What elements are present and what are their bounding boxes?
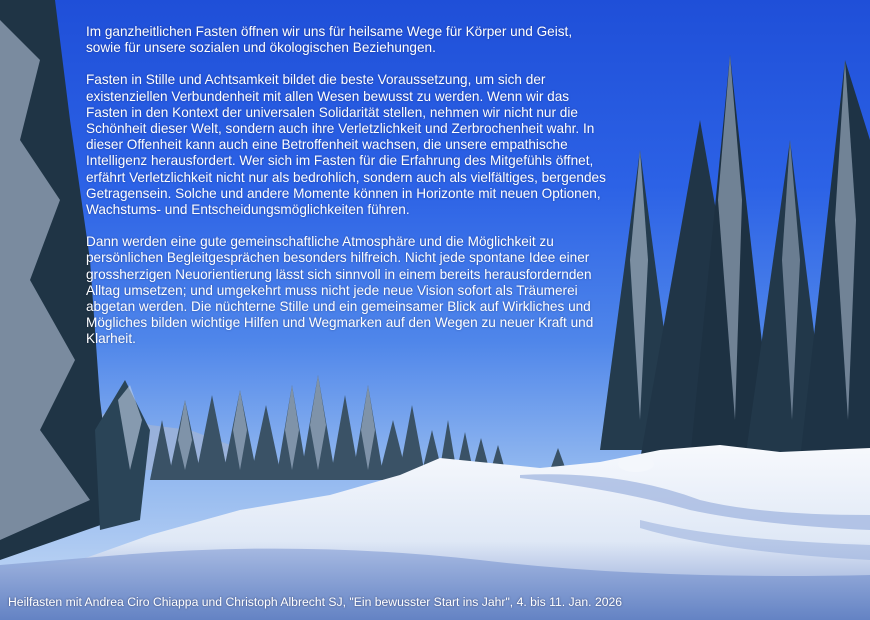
- paragraph-2: Fasten in Stille und Achtsamkeit bildet die beste Voraussetzung, um sich der existenziellen Verbundenheit mit allen Wesen bewusst zu werden. Wenn wir das Fasten in den Kontext der universalen Solidarität stellen, nehmen wir nicht nur die Schönheit dieser Welt, sondern auch ihre Verletzlichkeit und Zerbrochenheit wahr. In dieser Offenheit kann auch eine Betroffenheit wachsen, die unsere empathische Intelligenz herausfordert. Wer sich im Fasten für die Erfahrung des Mitgefühls öffnet, erfährt Verletzlichkeit nicht nur als bedrohlich, sondern auch als vielfältiges, bergendes Getragensein. Solche und andere Momente können in Horizonte mit neuen Optionen, Wachstums- und Entscheidungsmöglichkeiten führen.: [86, 72, 606, 218]
- paragraph-3: Dann werden eine gute gemeinschaftliche Atmosphäre und die Möglichkeit zu persönlichen Begleitgesprächen besonders hilfreich. Nicht jede spontane Idee einer grossherzigen Neuorientierung lässt sich sinnvoll in einem bereits herausfordernden Alltag umsetzen; und umgekehrt muss nicht jede neue Vision sofort als Träumerei abgetan werden. Die nüchterne Stille und ein gemeinsamer Blick auf Wirkliches und Mögliches bilden wichtige Hilfen und Wegmarken auf den Wegen zu neuer Kraft und Klarheit.: [86, 234, 594, 347]
- paragraph-1: Im ganzheitlichen Fasten öffnen wir uns für heilsame Wege für Körper und Geist, sowie für unsere sozialen und ökologischen Beziehungen.: [86, 24, 573, 56]
- right-fir-trees: [600, 55, 870, 460]
- photo-caption: Heilfasten mit Andrea Ciro Chiappa und Christoph Albrecht SJ, "Ein bewusster Start ins Jahr", 4. bis 11. Jan. 2026: [8, 595, 623, 609]
- snow-mound: [618, 456, 654, 472]
- distant-treeline: [150, 375, 566, 480]
- text-overlay: [86, 24, 606, 364]
